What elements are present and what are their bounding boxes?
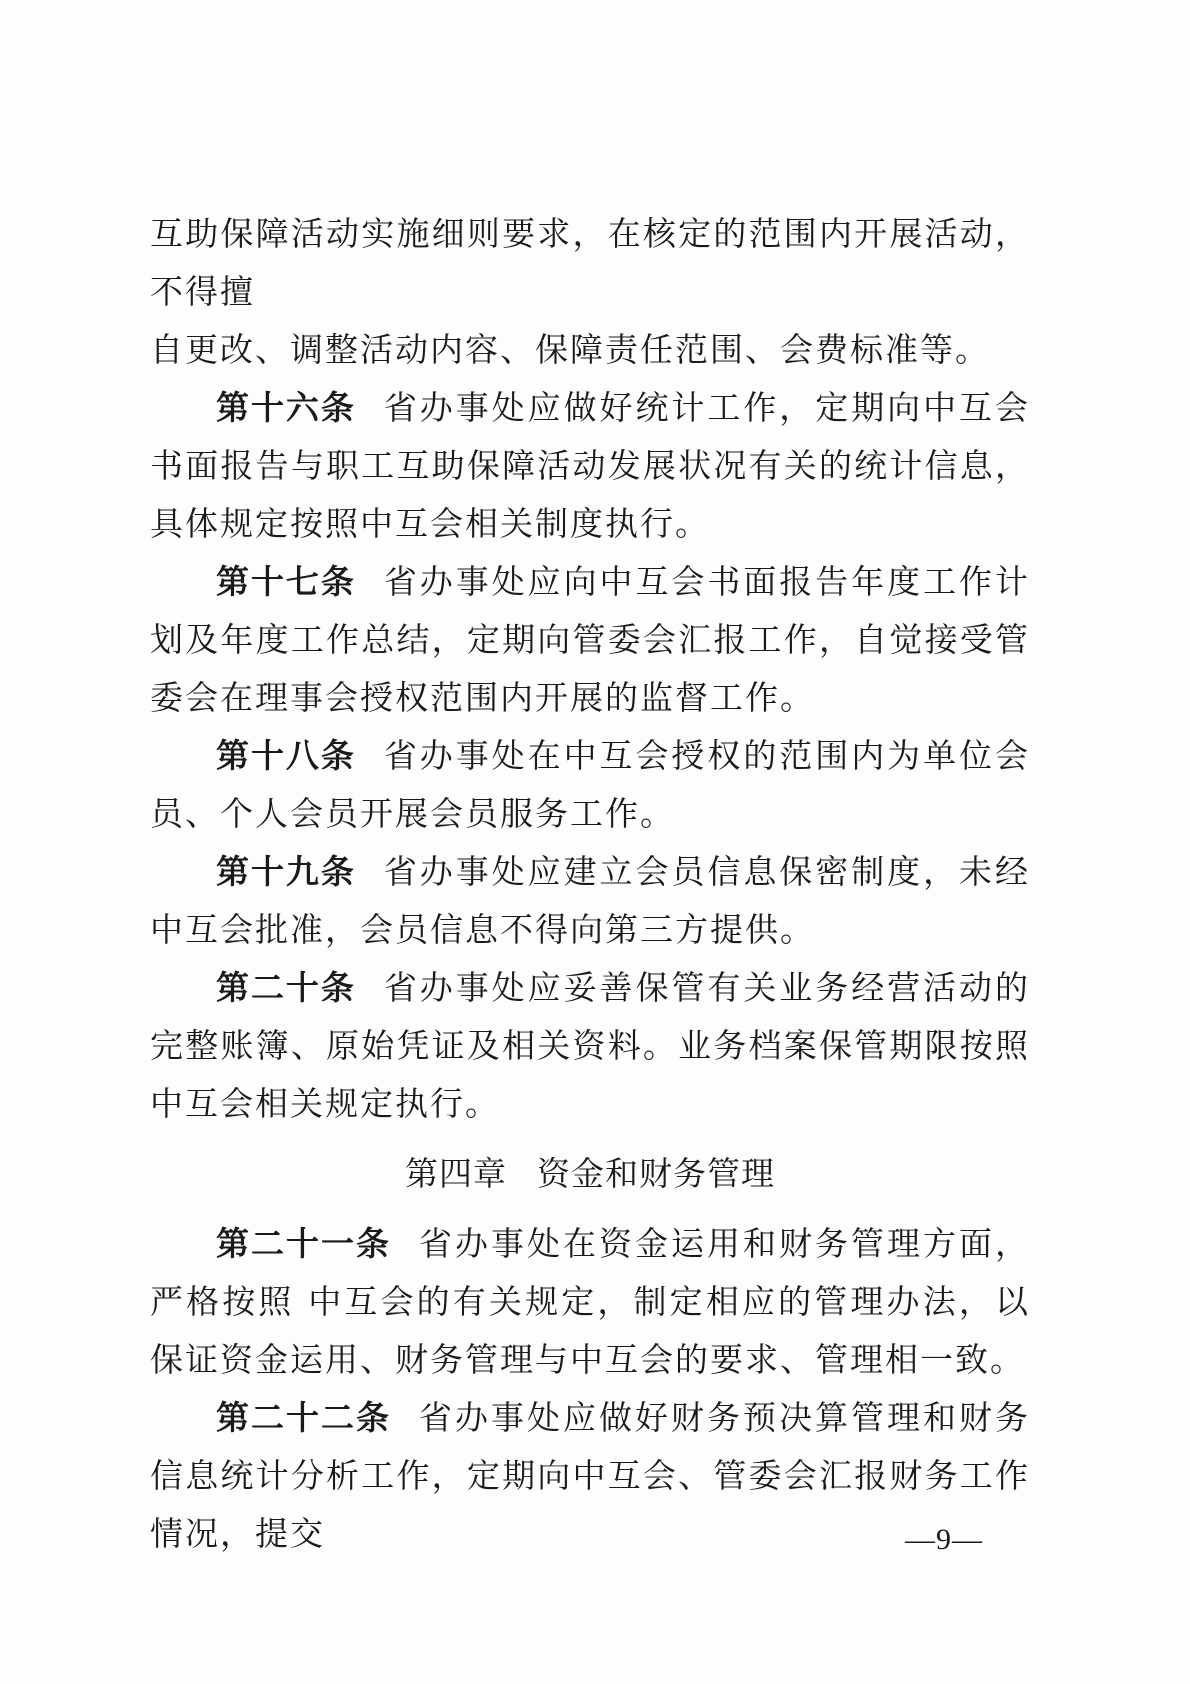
article-heading: 第十八条 bbox=[216, 736, 356, 775]
chapter-heading bbox=[150, 1145, 1030, 1203]
article-body: 省办事处在资金运用和财务管理方面，严格按照 中互会的有关规定，制定相应的管理办法，以保证资金运用、财务管理与中互会的要求、管理相一致。 bbox=[150, 1224, 1030, 1379]
article-heading: 第十七条 bbox=[216, 562, 356, 601]
intro-line-2: 自更改、调整活动内容、保障责任范围、会费标准等。 bbox=[150, 330, 990, 369]
article-body: 省办事处应做好统计工作，定期向中互会书面报告与职工互助保障活动发展状况有关的统计信息，具体规定按照中互会相关制度执行。 bbox=[150, 388, 1031, 543]
article-18 bbox=[150, 727, 1030, 843]
article-21 bbox=[150, 1215, 1030, 1389]
article-17 bbox=[150, 553, 1030, 727]
article-heading: 第二十二条 bbox=[216, 1398, 391, 1437]
chapter-title: 资金和财务管理 bbox=[537, 1154, 775, 1193]
article-body: 省办事处应建立会员信息保密制度，未经中互会批准，会员信息不得向第三方提供。 bbox=[150, 852, 1031, 949]
intro-paragraph bbox=[150, 205, 1030, 379]
article-heading: 第十六条 bbox=[216, 388, 356, 427]
article-body: 省办事处在中互会授权的范围内为单位会员、个人会员开展会员服务工作。 bbox=[150, 736, 1031, 833]
article-heading: 第二十条 bbox=[216, 968, 356, 1007]
document-body bbox=[150, 205, 1030, 1563]
chapter-number: 第四章 bbox=[405, 1154, 507, 1193]
article-body: 省办事处应向中互会书面报告年度工作计划及年度工作总结，定期向管委会汇报工作，自觉接受管委会在理事会授权范围内开展的监督工作。 bbox=[150, 562, 1031, 717]
article-20 bbox=[150, 959, 1030, 1133]
article-16 bbox=[150, 379, 1030, 553]
article-heading: 第十九条 bbox=[216, 852, 356, 891]
article-heading: 第二十一条 bbox=[216, 1224, 391, 1263]
article-body: 省办事处应做好财务预决算管理和财务信息统计分析工作，定期向中互会、管委会汇报财务工作情况，提交 bbox=[150, 1398, 1030, 1553]
intro-line-1: 互助保障活动实施细则要求，在核定的范围内开展活动，不得擅 bbox=[150, 214, 1030, 311]
article-22 bbox=[150, 1389, 1030, 1563]
article-19 bbox=[150, 843, 1030, 959]
article-body: 省办事处应妥善保管有关业务经营活动的完整账簿、原始凭证及相关资料。业务档案保管期限按照中互会相关规定执行。 bbox=[150, 968, 1031, 1123]
page-number: —9— bbox=[905, 1523, 983, 1556]
